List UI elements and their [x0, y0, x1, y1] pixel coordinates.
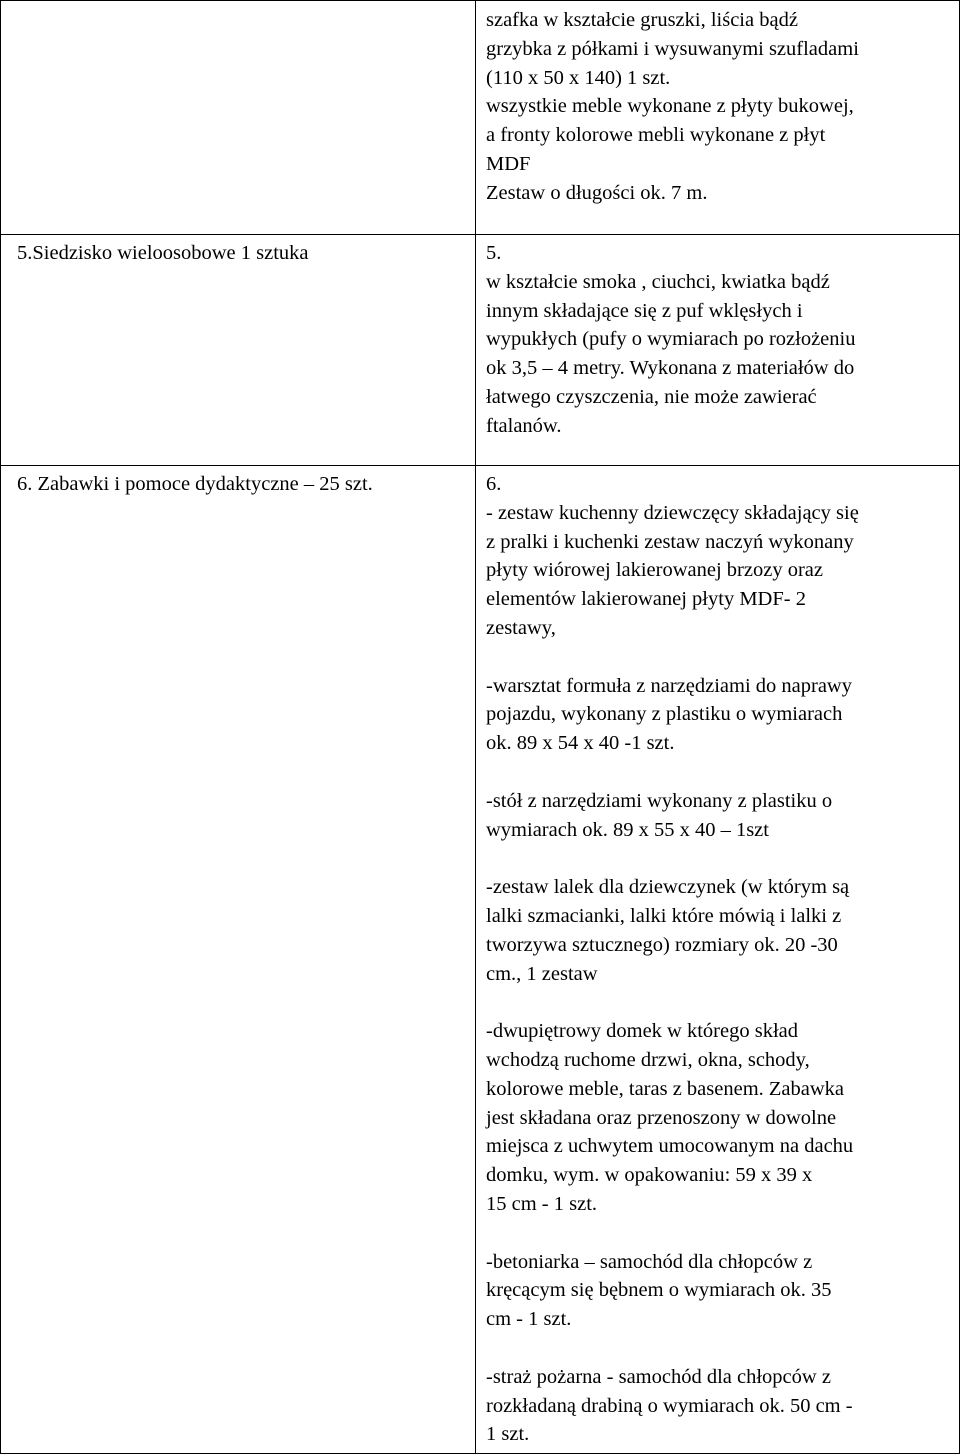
list-item	[486, 1248, 951, 1334]
row2-item-name: 5.Siedzisko wieloosobowe 1 sztuka	[17, 242, 309, 264]
text-line: jest składana oraz przenoszony w dowolne	[486, 1106, 837, 1129]
text-line: wchodzą ruchome drzwi, okna, schody,	[486, 1048, 810, 1071]
text-line: lalki szmacianki, lalki które mówią i lalki z	[486, 904, 842, 927]
text-line: -straż pożarna - samochód dla chłopców z	[486, 1365, 831, 1388]
text-line: miejsca z uchwytem umocowanym na dachu	[486, 1135, 854, 1158]
blank-line	[486, 844, 951, 873]
list-item	[486, 672, 951, 758]
text-line: Zestaw o długości ok. 7 m.	[486, 181, 708, 204]
text-line: zestawy,	[486, 616, 556, 639]
text-line: 5.	[486, 242, 502, 264]
text-line: 1 szt.	[486, 1423, 530, 1446]
text-line: -stół z narzędziami wykonany z plastiku o	[486, 789, 833, 812]
text-line: 6.	[486, 473, 502, 495]
text-line: szafka w kształcie gruszki, liścia bądź	[486, 9, 798, 31]
text-line: płyty wiórowej lakierowanej brzozy oraz	[486, 559, 823, 582]
text-line: innym składające się z puf wklęsłych i	[486, 299, 803, 322]
row3-item-name: 6. Zabawki i pomoce dydaktyczne – 25 szt.	[17, 473, 373, 495]
text-line: łatwego czyszczenia, nie może zawierać	[486, 385, 817, 408]
text-line: ok. 89 x 54 x 40 -1 szt.	[486, 732, 675, 755]
list-item	[486, 1017, 951, 1219]
text-line: tworzywa sztucznego) rozmiary ok. 20 -30	[486, 933, 838, 956]
blank-line	[486, 1219, 951, 1248]
blank-line	[486, 1334, 951, 1363]
list-item	[486, 873, 951, 988]
text-line: domku, wym. w opakowaniu: 59 x 39 x	[486, 1164, 813, 1187]
list-item	[486, 1363, 951, 1449]
text-line: wszystkie meble wykonane z płyty bukowej,	[486, 95, 854, 118]
row2-description	[486, 239, 951, 441]
text-line: wypukłych (pufy o wymiarach po rozłożeniu	[486, 328, 856, 351]
row3-description	[486, 470, 951, 1449]
text-line: -zestaw lalek dla dziewczynek (w którym są	[486, 876, 850, 899]
text-line: (110 x 50 x 140) 1 szt.	[486, 66, 671, 89]
blank-line	[486, 988, 951, 1017]
list-item	[486, 499, 951, 643]
text-line: wymiarach ok. 89 x 55 x 40 – 1szt	[486, 818, 769, 841]
text-line: rozkładaną drabiną o wymiarach ok. 50 cm -	[486, 1394, 853, 1417]
text-line: cm., 1 zestaw	[486, 962, 598, 985]
text-line: elementów lakierowanej płyty MDF- 2	[486, 588, 806, 611]
blank-line	[486, 758, 951, 787]
text-line: cm - 1 szt.	[486, 1308, 572, 1331]
text-line: MDF	[486, 152, 531, 175]
row-divider	[1, 465, 959, 466]
text-line: ftalanów.	[486, 414, 562, 437]
text-line: -betoniarka – samochód dla chłopców z	[486, 1250, 813, 1273]
list-item	[486, 787, 951, 845]
text-line: ok 3,5 – 4 metry. Wykonana z materiałów do	[486, 357, 855, 380]
text-line: -warsztat formuła z narzędziami do naprawy	[486, 674, 852, 697]
text-line: z pralki i kuchenki zestaw naczyń wykonany	[486, 530, 854, 553]
text-line: pojazdu, wykonany z plastiku o wymiarach	[486, 703, 843, 726]
text-line: kolorowe meble, taras z basenem. Zabawka	[486, 1077, 845, 1100]
column-divider	[475, 1, 476, 1453]
text-line: -dwupiętrowy domek w którego skład	[486, 1020, 798, 1043]
text-line: a fronty kolorowe mebli wykonane z płyt	[486, 124, 826, 147]
text-line: - zestaw kuchenny dziewczęcy składający się	[486, 501, 859, 524]
row-divider	[1, 234, 959, 235]
blank-line	[486, 643, 951, 672]
text-line: kręcącym się bębnem o wymiarach ok. 35	[486, 1279, 832, 1302]
text-line: w kształcie smoka , ciuchci, kwiatka bądź	[486, 270, 830, 293]
text-line: 15 cm - 1 szt.	[486, 1192, 598, 1215]
text-line: grzybka z półkami i wysuwanymi szufladami	[486, 37, 859, 60]
row1-description	[486, 6, 951, 208]
